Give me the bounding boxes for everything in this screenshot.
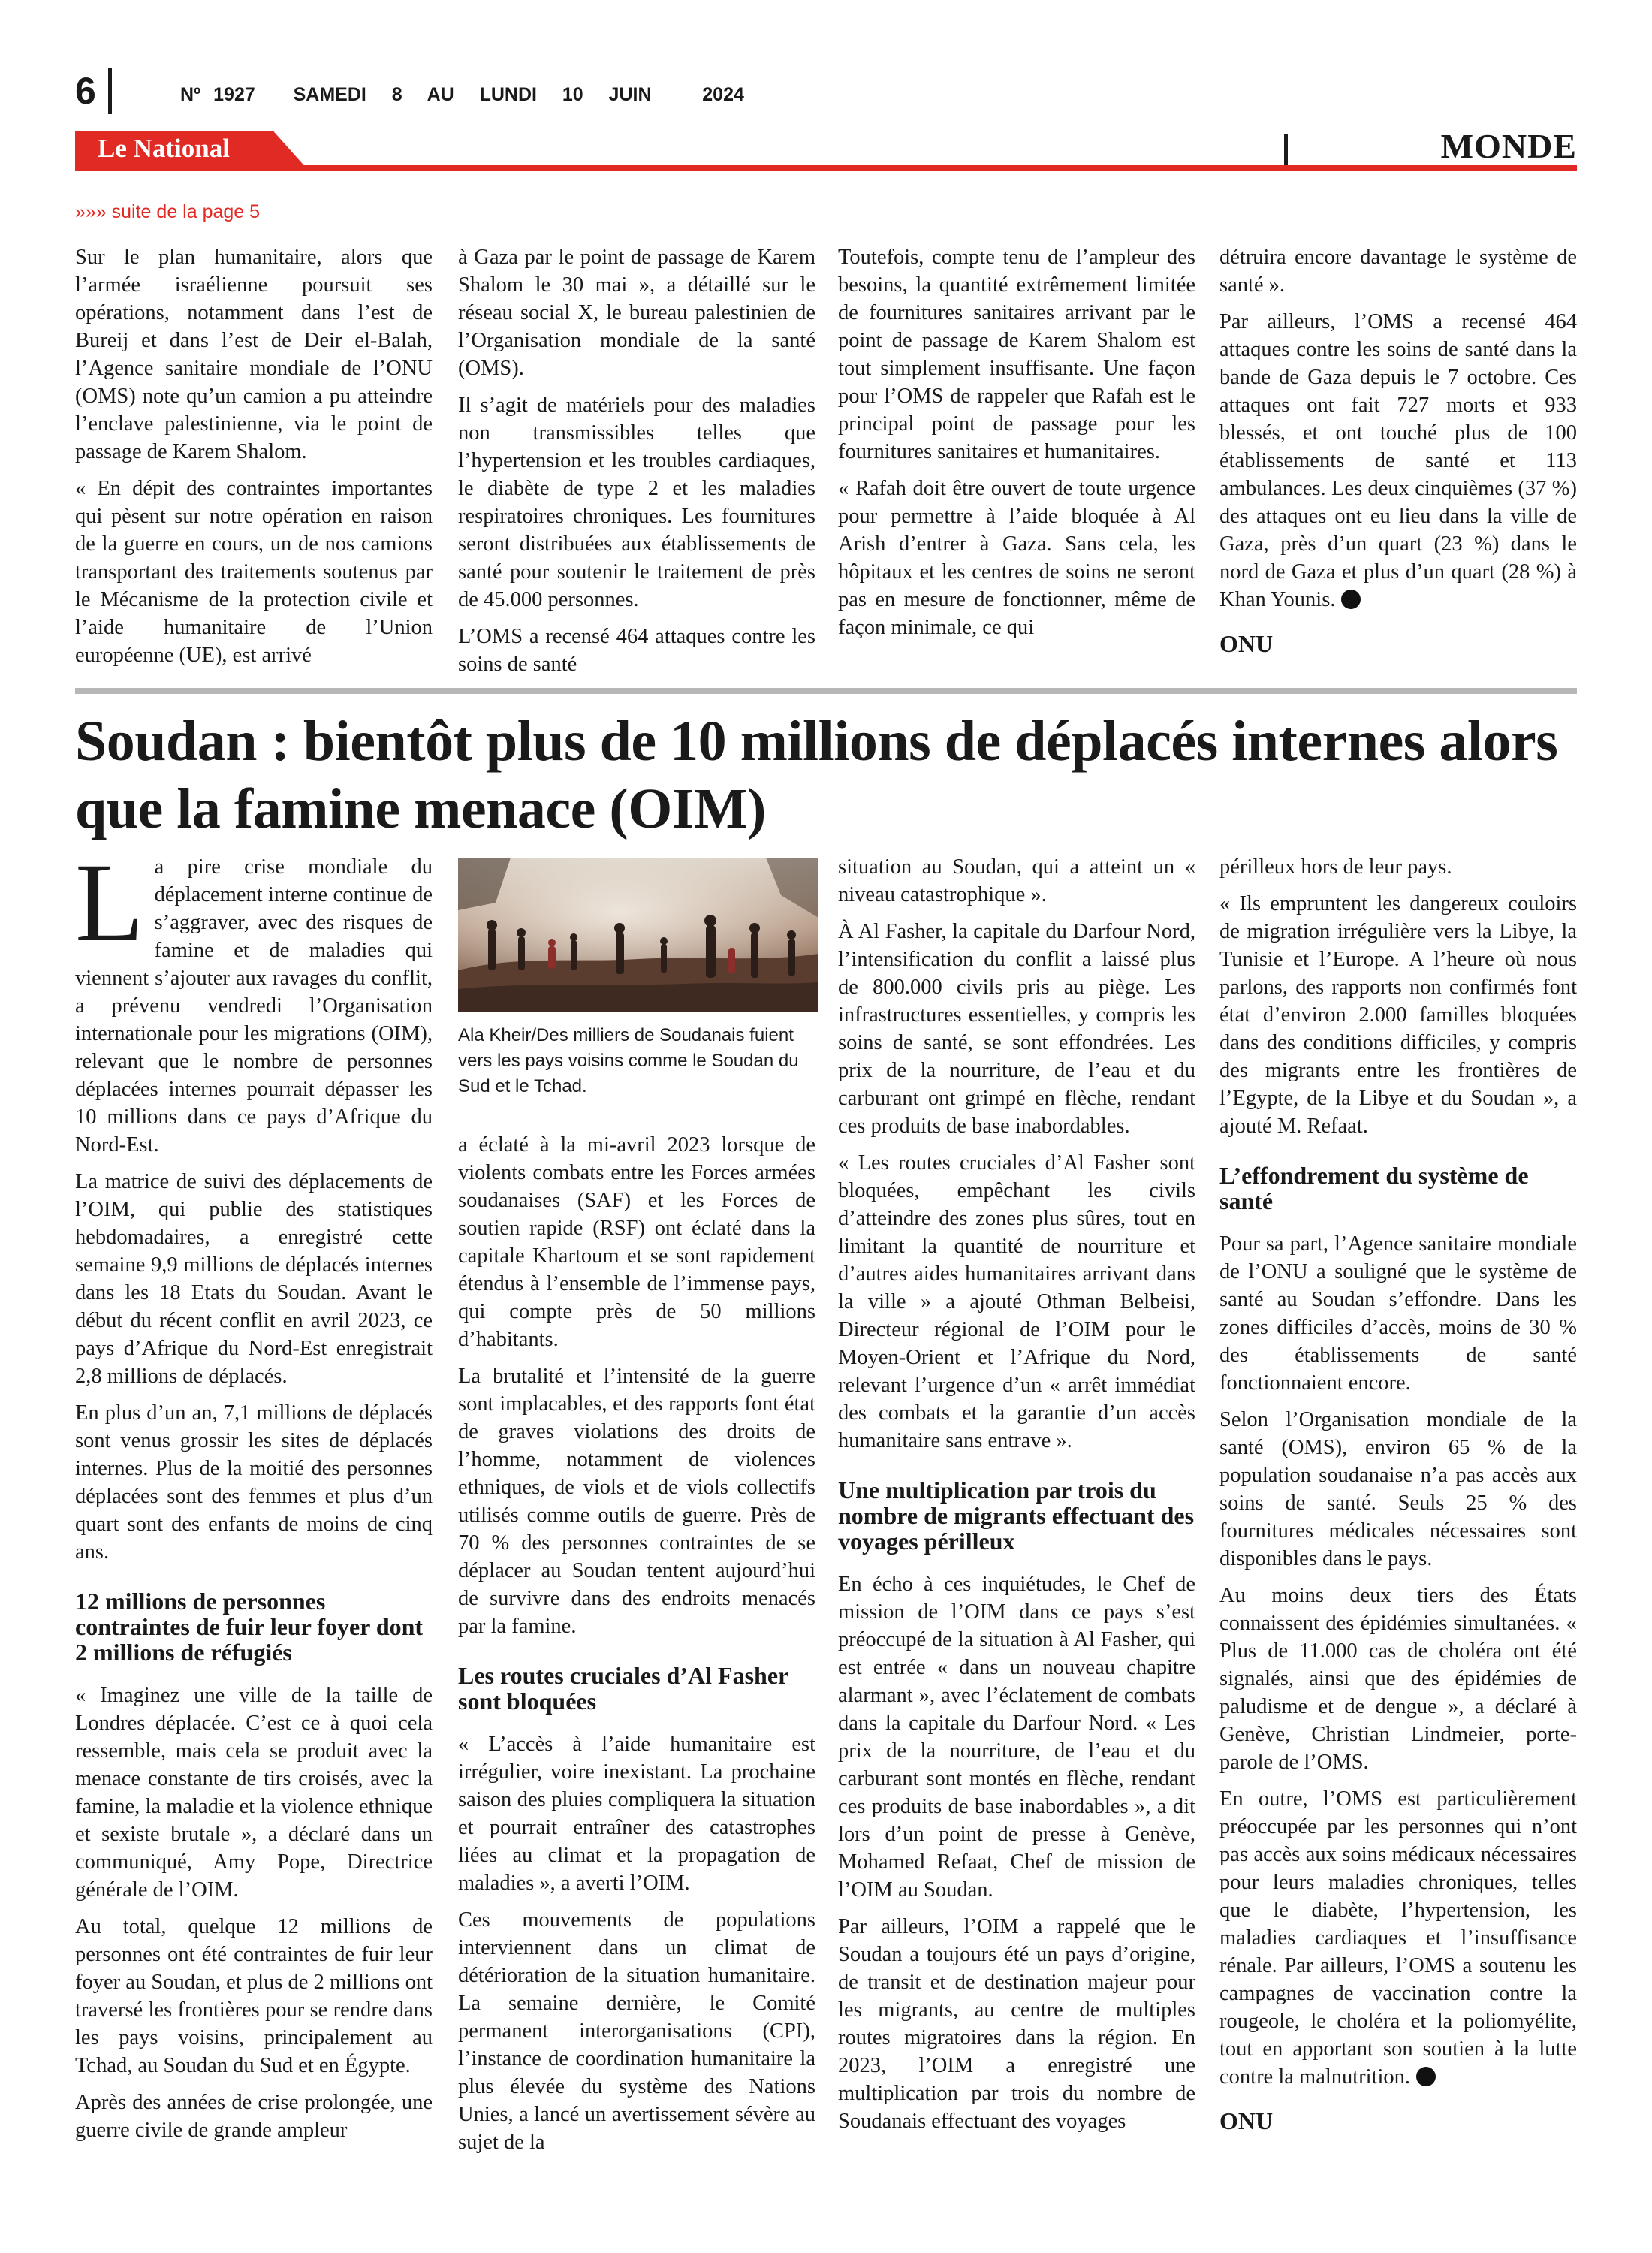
- section-rubric: MONDE: [1440, 127, 1577, 165]
- paragraph-text: En outre, l’OMS est particulièrement préoccupée par les personnes qui n’ont pas accès aux soins médicaux nécessaires pour leurs maladies chroniques, telles que le diabète, l’hypertension, les maladies cardiaques et l’insuffisance rénale. Par ailleurs, l’OMS a soutenu les campagnes de vaccination contre la rougeole, le choléra et la poliomyélite, tout en apportant son soutien à la lutte contre la malnutrition.: [1219, 1787, 1577, 2089]
- paragraph: détruira encore davantage le système de santé ».: [1219, 246, 1577, 297]
- end-of-article-icon: [1416, 2067, 1436, 2086]
- main-column-3: [838, 853, 1195, 2144]
- photo-caption: Ala Kheir/Des milliers de Soudanais fuient vers les pays voisins comme le Soudan du Sud et le Tchad.: [458, 1025, 799, 1096]
- article-headline: Soudan : bientôt plus de 10 millions de déplacés internes alors que la famine menace (OIM): [75, 710, 1558, 840]
- drop-cap: L: [75, 840, 144, 965]
- paragraph: L’OMS a recensé 464 attaques contre les soins de santé: [458, 625, 815, 676]
- paragraph: a éclaté à la mi-avril 2023 lorsque de violents combats entre les Forces armées soudanaises (SAF) et les Forces de soutien rapide (RSF) ont éclaté dans la capitale Khartoum et se sont rapidement étendus à l’ensemble de l’immense pays, qui compte près de 50 millions d’habitants.: [458, 1133, 815, 1351]
- displaced-people-photo: [458, 858, 818, 1012]
- paragraph: Au moins deux tiers des États connaissent des épidémies simultanées. « Plus de 11.000 cas de choléra ont été signalés, ainsi que des épidémies de paludisme et de dengue », a déclaré à Genève, Christian Lindmeier, porte-parole de l’OMS.: [1219, 1584, 1577, 1774]
- paragraph: « Ils empruntent les dangereux couloirs de migration irrégulière vers la Libye, la Tunisie et l’Europe. A l’heure où nous parlons, des rapports non confirmés font état d’environ 2.000 familles bloquées dans des conditions difficiles, y compris des migrants entre les frontières de l’Egypte, de la Libye et du Soudan », a ajouté M. Refaat.: [1219, 892, 1577, 1138]
- article-signature: ONU: [1219, 2107, 1274, 2134]
- paragraph-text: Par ailleurs, l’OMS a recensé 464 attaques contre les soins de santé dans la bande de Gaza depuis le 7 octobre. Ces attaques ont fait 727 morts et 933 blessés, et ont touché plus de 100 établissements de santé et 113 ambulances. Les deux cinquièmes (37 %) des attaques ont eu lieu dans la ville de Gaza, près d’un quart (23 %) dans le nord de Gaza et plus d’un quart (28 %) à Khan Younis.: [1219, 310, 1577, 611]
- subheading: Une multiplication par trois du nombre de migrants effectuant des voyages périlleux: [838, 1476, 1195, 1555]
- main-column-2: [458, 1131, 815, 2165]
- page-number-divider: [108, 68, 112, 114]
- paragraph: En écho à ces inquiétudes, le Chef de mission de l’OIM dans ce pays s’est préoccupé de la situation à Al Fasher, qui est entrée « dans un nouveau chapitre alarmant », avec l’éclatement de combats dans la capitale du Darfour Nord. « Les prix de la nourriture, de l’eau et du carburant sont montés en flèche, rendant ces produits de base inabordables », a dit lors d’un point de presse à Genève, Mohamed Refaat, Chef de mission de l’OIM au Soudan.: [838, 1573, 1195, 1902]
- top-article-column-2: [458, 243, 815, 687]
- top-article-column-3: [838, 243, 1195, 650]
- top-article-column-1: [75, 243, 433, 678]
- header-red-rule: [75, 165, 1577, 171]
- paragraph: Par ailleurs, l’OIM a rappelé que le Soudan a toujours été un pays d’origine, de transit et de destination majeur pour les migrants, au centre de multiples routes migratoires dans la région. En 2023, l’OIM a enregistré une multiplication par trois du nombre de Soudanais effectuant des voyages: [838, 1915, 1195, 2133]
- paragraph: La matrice de suivi des déplacements de l’OIM, qui publie des statistiques hebdomadaires, a enregistré cette semaine 9,9 millions de déplacés internes dans les 18 Etats du Soudan. Avant le début du récent conflit en avril 2023, ce pays d’Afrique du Nord-Est enregistrait 2,8 millions de déplacés.: [75, 1170, 433, 1388]
- paragraph: Ces mouvements de populations interviennent dans un climat de détérioration de la situation humanitaire. La semaine dernière, le Comité permanent interorganisations (CPI), l’instance de coordination humanitaire la plus élevée du système des Nations Unies, a lancé un avertissement sévère au sujet de la: [458, 1908, 815, 2154]
- lead-text: a pire crise mondiale du déplacement interne continue de s’aggraver, avec des risques de famine et de maladies qui viennent s’ajouter aux ravages du conflit, a prévenu vendredi l’Organisation internationale pour les migrations (OIM), relevant que le nombre de personnes déplacées internes pourrait dépasser les 10 millions dans ce pays d’Afrique du Nord-Est.: [75, 855, 433, 1157]
- page-number: 6: [75, 70, 96, 112]
- lead-paragraph: [75, 840, 433, 1159]
- paragraph: En plus d’un an, 7,1 millions de déplacés sont venus grossir les sites de déplacés internes. Plus de la moitié des personnes déplacées sont des femmes et plus d’un quart sont des enfants de moins de cinq ans.: [75, 1401, 433, 1564]
- subheading: L’effondrement du système de santé: [1219, 1162, 1529, 1214]
- rubric-divider: [1284, 134, 1288, 165]
- paragraph: « L’accès à l’aide humanitaire est irrégulier, voire inexistant. La prochaine saison des pluies compliquera la situation et pourrait entraîner des catastrophes liées au climat et la propagation de maladies », a averti l’OIM.: [458, 1733, 815, 1895]
- top-article-column-4: [1219, 243, 1577, 658]
- paragraph: La brutalité et l’intensité de la guerre sont implacables, et des rapports font état de graves violations des droits de l’homme, notamment de violences ethniques, de viols et de viols collectifs utilisés comme outils de guerre. Près de 70 % des personnes contraintes de se déplacer au Soudan tentent aujourd’hui de survivre dans des endroits menacés par la famine.: [458, 1365, 815, 1638]
- end-of-article-icon: [1341, 590, 1361, 609]
- paragraph: Au total, quelque 12 millions de personnes ont été contraintes de fuir leur foyer au Soudan, et plus de 2 millions ont traversé les frontières pour se rendre dans les pays voisins, principalement au Tchad, au Soudan du Sud et en Égypte.: [75, 1915, 433, 2077]
- paragraph: « En dépit des contraintes importantes qui pèsent sur notre opération en raison de la guerre en cours, un de nos camions transportant des traitements soutenus par le Mécanisme de la protection civile et l’aide humanitaire de l’Union européenne (UE), est arrivé: [75, 477, 433, 667]
- paragraph: à Gaza par le point de passage de Karem Shalom le 30 mai », a détaillé sur le réseau social X, le bureau palestinien de l’Organisation mondiale de la santé (OMS).: [458, 246, 815, 380]
- subheading: Les routes cruciales d’Al Fasher sont bloquées: [458, 1662, 788, 1715]
- issue-info: Nº 1927 SAMEDI 8 AU LUNDI 10 JUIN 2024: [180, 84, 744, 105]
- article-separator: [75, 688, 1577, 694]
- continued-from-label: »»» suite de la page 5: [75, 201, 261, 222]
- newspaper-brand: Le National: [98, 134, 230, 163]
- paragraph: À Al Fasher, la capitale du Darfour Nord, l’intensification du conflit a laissé plus de 800.000 civils pris au piège. Les infrastructures essentielles, y compris les soins de santé, se sont effondrées. Les prix de la nourriture, de l’eau et du carburant ont grimpé en flèche, rendant ces produits de base inabordables.: [838, 920, 1195, 1138]
- paragraph: « Les routes cruciales d’Al Fasher sont bloquées, empêchant les civils d’atteindre des zones plus sûres, tout en limitant la quantité de nourriture et d’autres aides humanitaires arrivant dans la ville » a ajouté Othman Belbeisi, Directeur régional de l’OIM pour le Moyen-Orient et l’Afrique du Nord, relevant l’urgence d’un « arrêt immédiat des combats et la garantie d’un accès humanitaire sans entrave ».: [838, 1151, 1195, 1452]
- paragraph: Sur le plan humanitaire, alors que l’armée israélienne poursuit ses opérations, notamment dans l’est de Bureij et dans l’est de Deir el-Balah, l’Agence sanitaire mondiale de l’ONU (OMS) note qu’un camion a pu atteindre l’enclave palestinienne, via le point de passage de Karem Shalom.: [75, 246, 433, 463]
- article-signature: ONU: [1219, 630, 1274, 657]
- main-column-4: [1219, 853, 1577, 2135]
- paragraph: situation au Soudan, qui a atteint un « niveau catastrophique ».: [838, 855, 1195, 906]
- paragraph: Toutefois, compte tenu de l’ampleur des besoins, la quantité extrêmement limitée de fournitures sanitaires arrivant par le point de passage de Karem Shalom est tout simplement insuffisante. Une façon pour l’OMS de rappeler que Rafah est le principal point de passage pour les fournitures sanitaires et humanitaires.: [838, 246, 1195, 463]
- main-column-1: [75, 840, 433, 2153]
- paragraph-last: [1219, 308, 1577, 614]
- paragraph-last: [1219, 1785, 1577, 2091]
- subheading: 12 millions de personnes contraintes de fuir leur foyer dont 2 millions de réfugiés: [75, 1588, 424, 1666]
- paragraph: Après des années de crise prolongée, une guerre civile de grande ampleur: [75, 2091, 433, 2142]
- paragraph: Il s’agit de matériels pour des maladies non transmissibles telles que l’hypertension et les troubles cardiaques, le diabète de type 2 et les maladies respiratoires chroniques. Les fournitures seront distribuées aux établissements de santé pour soutenir le traitement de près de 45.000 personnes.: [458, 394, 815, 611]
- paragraph: « Rafah doit être ouvert de toute urgence pour permettre à l’aide bloquée à Al Arish d’entrer à Gaza. Sans cela, les hôpitaux et les centres de soins ne seront pas en mesure de fonctionner, même de façon minimale, ce qui: [838, 477, 1195, 639]
- article-photo: [458, 858, 818, 1012]
- paragraph: Pour sa part, l’Agence sanitaire mondiale de l’ONU a souligné que le système de santé au Soudan s’effondre. Dans les zones difficiles d’accès, moins de 30 % des établissements de santé fonctionnaient encore.: [1219, 1232, 1577, 1395]
- paragraph: Selon l’Organisation mondiale de la santé (OMS), environ 65 % de la population soudanaise n’a pas accès aux soins de santé. Seuls 25 % des fournitures médicales nécessaires sont disponibles dans le pays.: [1219, 1408, 1577, 1570]
- paragraph: « Imaginez une ville de la taille de Londres déplacée. C’est ce à quoi cela ressemble, mais cela se produit avec la menace constante de tirs croisés, avec la famine, la maladie et la violence ethnique et sexiste brutale », a déclaré dans un communiqué, Amy Pope, Directrice générale de l’OIM.: [75, 1684, 433, 1902]
- paragraph: périlleux hors de leur pays.: [1219, 855, 1452, 879]
